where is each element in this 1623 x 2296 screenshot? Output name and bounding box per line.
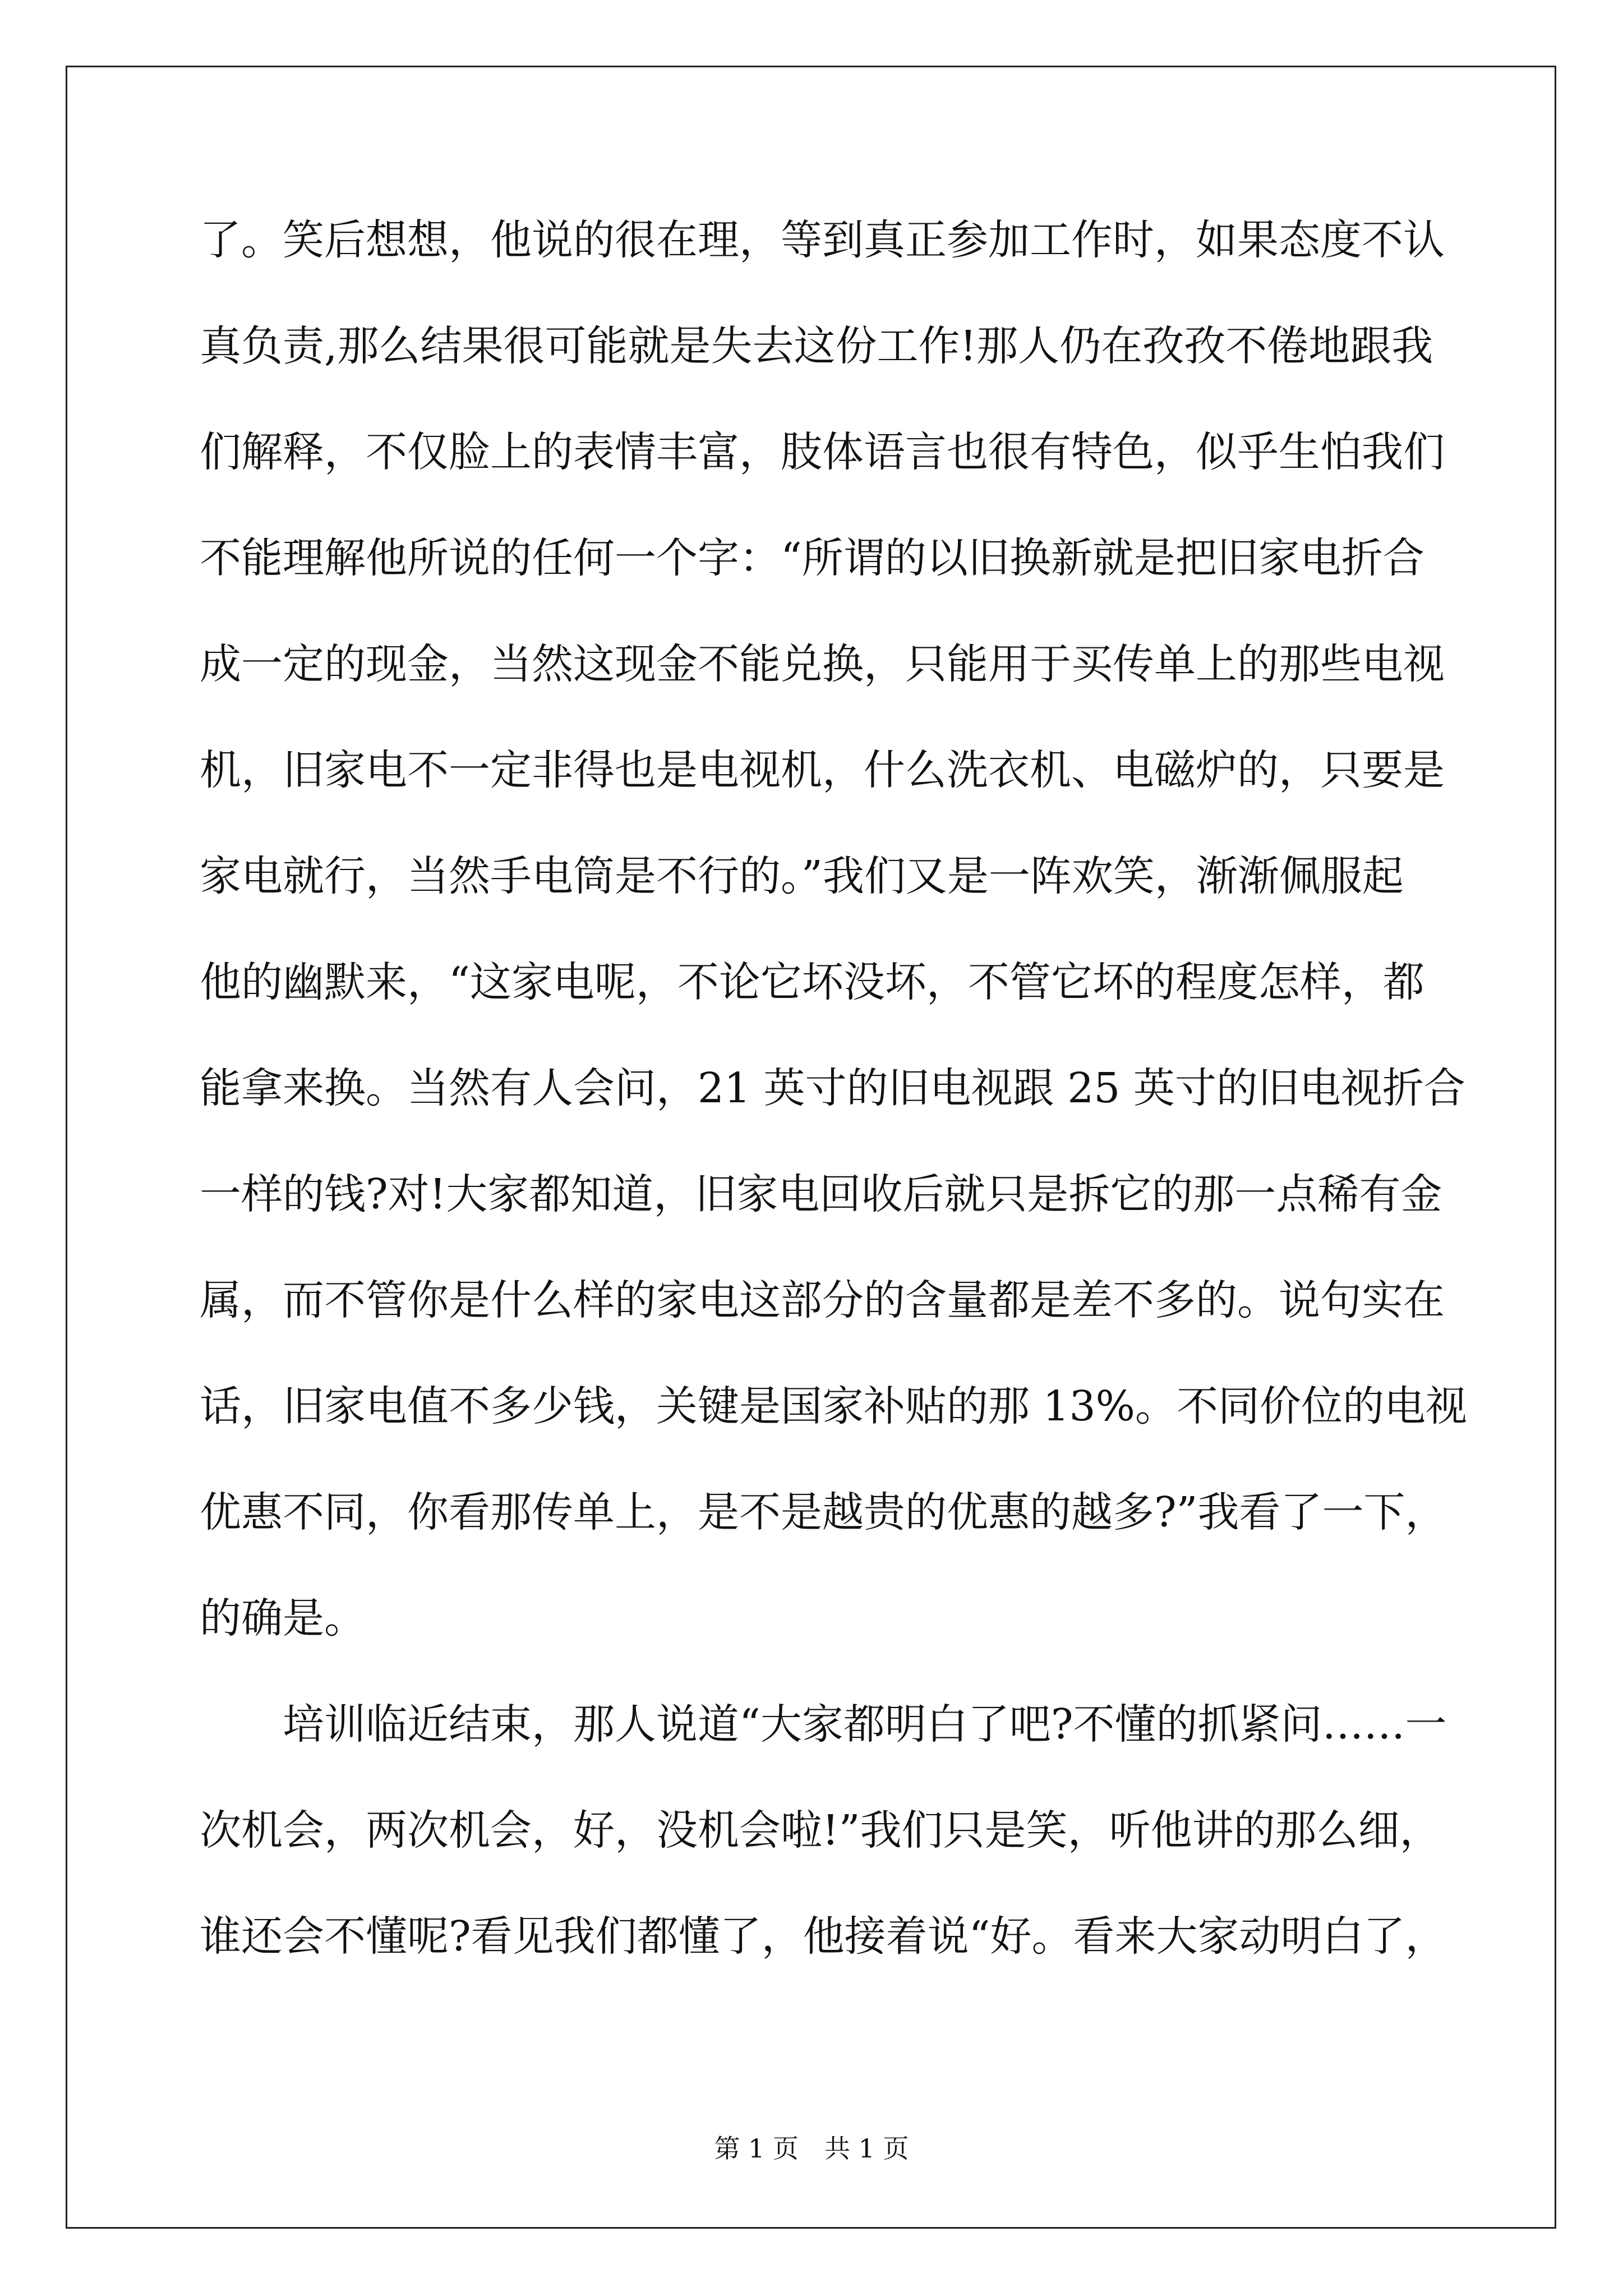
text-line: 能拿来换。当然有人会问，21 英寸的旧电视跟 25 英寸的旧电视折合 xyxy=(200,1064,1465,1112)
text-line: 真负责,那么结果很可能就是失去这份工作!那人仍在孜孜不倦地跟我 xyxy=(200,322,1433,370)
text-line: 不能理解他所说的任何一个字：“所谓的以旧换新就是把旧家电折合 xyxy=(200,534,1424,582)
text-line: 成一定的现金，当然这现金不能兑换，只能用于买传单上的那些电视 xyxy=(200,640,1445,688)
page-border xyxy=(66,66,1556,2229)
text-line: 了。笑后想想，他说的很在理，等到真正参加工作时，如果态度不认 xyxy=(200,216,1445,264)
text-line: 一样的钱?对!大家都知道，旧家电回收后就只是拆它的那一点稀有金 xyxy=(200,1170,1442,1218)
text-line: 们解释，不仅脸上的表情丰富，肢体语言也很有特色，似乎生怕我们 xyxy=(200,428,1445,476)
text-line: 谁还会不懂呢?看见我们都懂了，他接着说“好。看来大家动明白了， xyxy=(200,1912,1447,1961)
text-line: 优惠不同，你看那传单上，是不是越贵的优惠的越多?”我看了一下， xyxy=(200,1488,1447,1536)
page-number-footer: 第 1 页 共 1 页 xyxy=(714,2133,909,2164)
text-line: 话，旧家电值不多少钱，关键是国家补贴的那 13%。不同价位的电视 xyxy=(200,1382,1467,1430)
paragraph-start-line: 培训临近结束，那人说道“大家都明白了吧?不懂的抓紧问……一 xyxy=(200,1700,1447,1749)
text-line: 机，旧家电不一定非得也是电视机，什么洗衣机、电磁炉的，只要是 xyxy=(200,746,1445,794)
text-line: 次机会，两次机会，好，没机会啦!”我们只是笑，听他讲的那么细， xyxy=(200,1806,1441,1855)
text-line: 家电就行，当然手电筒是不行的。”我们又是一阵欢笑，渐渐佩服起 xyxy=(200,852,1404,900)
text-line: 的确是。 xyxy=(200,1594,366,1642)
text-line: 属，而不管你是什么样的家电这部分的含量都是差不多的。说句实在 xyxy=(200,1276,1445,1324)
text-line: 他的幽默来，“这家电呢，不论它坏没坏，不管它坏的程度怎样，都 xyxy=(200,958,1424,1006)
